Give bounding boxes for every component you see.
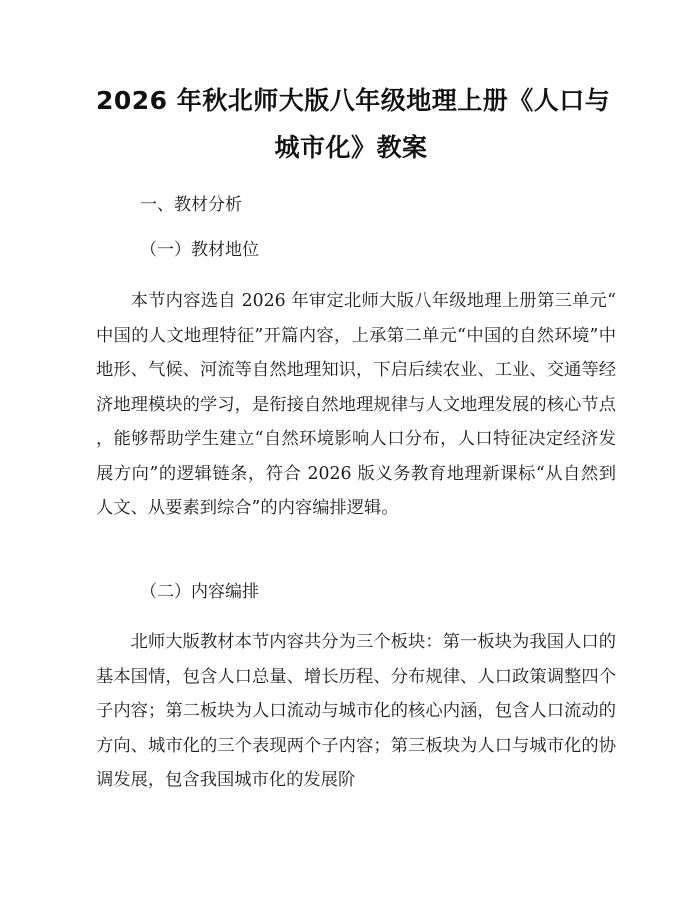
paragraph-textbook-position: 本节内容选自 2026 年审定北师大版八年级地理上册第三单元“中国的人文地理特征”开篇内容，上承第二单元“中国的自然环境”中地形、气候、河流等自然地理知识，下启后续农业、工业、交通等经济地理模块的学习，是衔接自然地理规律与人文地理发展的核心节点，能够帮助学生建立“自然环境影响人口分布，人口特征决定经济发展方向”的逻辑链条，符合 2026 版义务教育地理新课标“从自然到人文、从要素到综合”的内容编排逻辑。 bbox=[96, 291, 616, 518]
section-heading-textbook-analysis: 一、教材分析 bbox=[140, 195, 242, 215]
document-title-line-2: 城市化》教案 bbox=[274, 133, 428, 162]
subsection-heading-textbook-position: （一）教材地位 bbox=[140, 240, 259, 260]
subsection-heading-content-arrangement: （二）内容编排 bbox=[140, 582, 259, 602]
document-title-line-1: 2026 年秋北师大版八年级地理上册《人口与 bbox=[96, 86, 611, 115]
paragraph-content-arrangement: 北师大版教材本节内容共分为三个板块：第一板块为我国人口的基本国情，包含人口总量、增长历程、分布规律、人口政策调整四个子内容；第二板块为人口流动与城市化的核心内涵，包含人口流动的方向、城市化的三个表现两个子内容；第三板块为人口与城市化的协调发展，包含我国城市化的发展阶 bbox=[96, 632, 616, 790]
